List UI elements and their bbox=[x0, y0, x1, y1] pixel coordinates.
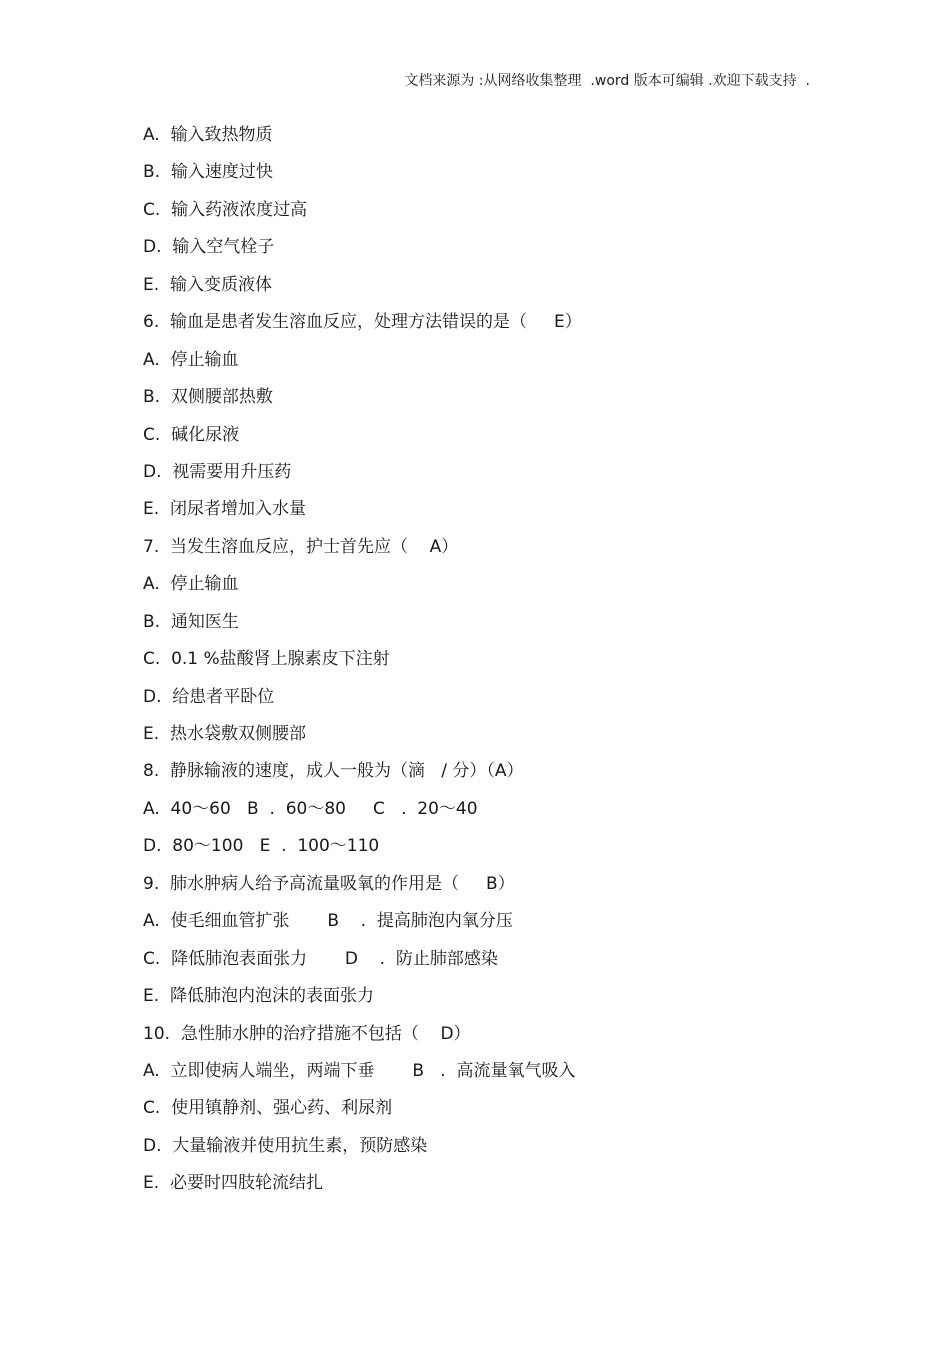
option-line: A. 40～60 B . 60～80 C . 20～40 bbox=[143, 798, 478, 819]
option-line: B. 双侧腰部热敷 bbox=[143, 387, 273, 408]
question-line: 7. 当发生溶血反应，护士首先应（ A） bbox=[143, 536, 459, 557]
option-line: A. 立即使病人端坐，两端下垂 B . 高流量氧气吸入 bbox=[143, 1060, 576, 1081]
option-line: B. 通知医生 bbox=[143, 611, 239, 632]
option-line: A. 停止输血 bbox=[143, 574, 239, 595]
option-line: E. 热水袋敷双侧腰部 bbox=[143, 724, 306, 744]
option-line: E. 降低肺泡内泡沫的表面张力 bbox=[143, 986, 374, 1007]
option-line: D. 输入空气栓子 bbox=[143, 237, 275, 258]
option-line: C. 碱化尿液 bbox=[143, 424, 240, 445]
option-line: E. 闭尿者增加入水量 bbox=[143, 499, 306, 520]
option-line: A. 停止输血 bbox=[143, 349, 239, 370]
option-line: E. 必要时四肢轮流结扎 bbox=[143, 1173, 323, 1194]
option-line: C. 0.1 %盐酸肾上腺素皮下注射 bbox=[143, 649, 390, 670]
page-header: 文档来源为 :从网络收集整理 .word 版本可编辑 .欢迎下载支持 . bbox=[404, 73, 810, 89]
option-line: E. 输入变质液体 bbox=[143, 274, 272, 295]
question-line: 8. 静脉输液的速度，成人一般为（滴 / 分）（A） bbox=[143, 761, 524, 782]
question-line: 6. 输血是患者发生溶血反应，处理方法错误的是（ E） bbox=[143, 312, 582, 333]
option-line: A. 输入致热物质 bbox=[143, 125, 273, 145]
document-body bbox=[143, 122, 863, 1208]
question-line: 10. 急性肺水肿的治疗措施不包括（ D） bbox=[143, 1023, 471, 1044]
option-line: C. 使用镇静剂、强心药、利尿剂 bbox=[143, 1098, 393, 1119]
question-line: 9. 肺水肿病人给予高流量吸氧的作用是（ B） bbox=[143, 873, 515, 894]
option-line: A. 使毛细血管扩张 B . 提高肺泡内氧分压 bbox=[143, 911, 513, 932]
option-line: D. 给患者平卧位 bbox=[143, 686, 275, 707]
option-line: D. 视需要用升压药 bbox=[143, 461, 292, 482]
option-line: C. 输入药液浓度过高 bbox=[143, 199, 308, 220]
option-line: C. 降低肺泡表面张力 D . 防止肺部感染 bbox=[143, 948, 498, 969]
option-line: B. 输入速度过快 bbox=[143, 162, 273, 183]
option-line: D. 80～100 E . 100～110 bbox=[143, 836, 380, 857]
option-line: D. 大量输液并使用抗生素，预防感染 bbox=[143, 1135, 428, 1156]
